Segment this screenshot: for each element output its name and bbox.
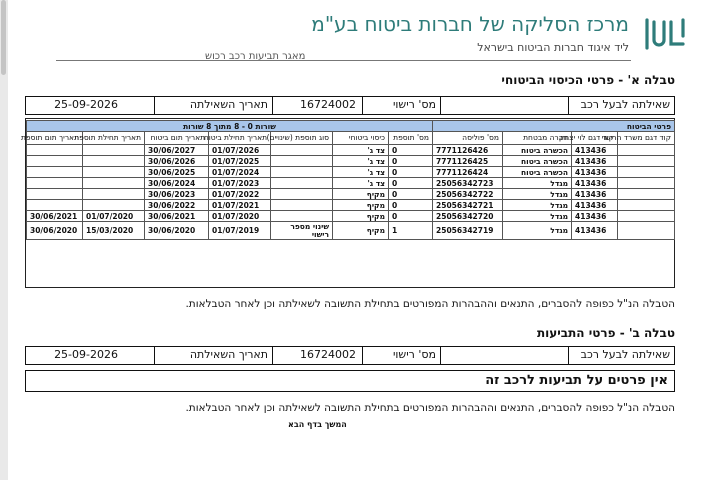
table-a-note: הטבלה הנ"ל כפופה להסברים, התנאים וההבהרות המפורטים בתחילת התשובה לשאילתה וכן לאחר הטבלאות. [185, 298, 675, 310]
cell-addendum-type [271, 156, 333, 167]
cell-addendum-type [271, 178, 333, 189]
cell-end: 30/06/2020 [145, 222, 209, 240]
cell-model-levi: 413436 [572, 200, 618, 211]
organization-subtitle: ליד איגוד חברות הביטוח בישראל [477, 41, 629, 54]
query-date-label: תאריך השאילתה [155, 97, 273, 114]
table-a-header-row [27, 132, 675, 145]
cell-start: 01/07/2020 [209, 211, 271, 222]
cell-addendum-type [271, 145, 333, 156]
cell-addendum: 0 [389, 178, 433, 189]
continued-next-page: המשך בדף הבא [288, 420, 347, 429]
cell-end: 30/06/2023 [145, 189, 209, 200]
cell-add-end [27, 178, 83, 189]
license-label: מס' רישוי [363, 97, 441, 114]
cell-addendum-type: שינוי מספר רישוי [271, 222, 333, 240]
cell-policy: 7771126425 [433, 156, 503, 167]
cell-add-start [83, 156, 145, 167]
cell-model-ministry [618, 189, 675, 200]
cell-start: 01/07/2021 [209, 200, 271, 211]
cell-model-levi: 413436 [572, 211, 618, 222]
cell-add-end [27, 200, 83, 211]
query-date-label: תאריך השאילתה [155, 347, 273, 364]
cell-start: 01/07/2026 [209, 145, 271, 156]
cell-model-ministry [618, 222, 675, 240]
cell-model-levi: 413436 [572, 178, 618, 189]
cell-model-ministry [618, 156, 675, 167]
cell-addendum-type [271, 211, 333, 222]
cell-end: 30/06/2026 [145, 156, 209, 167]
row-count-label: שורות 0 - 8 מתוך 8 שורות [27, 121, 433, 132]
column-header: כיסוי ביטוחי [333, 132, 389, 145]
cell-insurer: הכשרה ביטוח [503, 156, 572, 167]
organization-name: מרכז הסליקה של חברות ביטוח בע"מ [311, 12, 629, 36]
cell-model-ministry [618, 145, 675, 156]
column-header: תאריך תחילת תוספת [83, 132, 145, 145]
column-header: מס' תוספת [389, 132, 433, 145]
cell-model-levi: 413436 [572, 145, 618, 156]
cell-policy: 7771126424 [433, 167, 503, 178]
scrollbar[interactable] [0, 0, 8, 480]
column-header: קוד דגם לוי יצחק [572, 132, 618, 145]
cell-insurer: מגדל [503, 200, 572, 211]
cell-add-start [83, 145, 145, 156]
cell-add-end: 30/06/2020 [27, 222, 83, 240]
license-value: 16724002 [273, 97, 363, 114]
cell-model-ministry [618, 200, 675, 211]
cell-addendum: 0 [389, 167, 433, 178]
cell-end: 30/06/2021 [145, 211, 209, 222]
table-row [27, 222, 675, 240]
scrollbar-thumb[interactable] [1, 0, 6, 75]
cell-addendum: 0 [389, 156, 433, 167]
column-header: קוד דגם משרד הרישוי [618, 132, 675, 145]
query-date-value: 25-09-2026 [26, 97, 155, 114]
license-value: 16724002 [273, 347, 363, 364]
cell-model-ministry [618, 211, 675, 222]
cell-insurer: הכשרה ביטוח [503, 167, 572, 178]
cell-model-ministry [618, 167, 675, 178]
cell-add-end [27, 156, 83, 167]
cell-add-end [27, 167, 83, 178]
cell-coverage: מקיף [333, 189, 389, 200]
cell-add-start: 01/07/2020 [83, 211, 145, 222]
cell-add-start [83, 167, 145, 178]
cell-model-levi: 413436 [572, 222, 618, 240]
column-header: חברה מבטחת [503, 132, 572, 145]
table-a-body [27, 145, 675, 240]
table-a-title: טבלה א' - פרטי הכיסוי הביטוחי [501, 73, 675, 87]
cell-policy: 25056342719 [433, 222, 503, 240]
cell-addendum: 0 [389, 211, 433, 222]
query-date-value: 25-09-2026 [26, 347, 155, 364]
cell-addendum: 0 [389, 145, 433, 156]
query-info-row [25, 96, 675, 115]
table-row [27, 200, 675, 211]
cell-coverage: צד ג' [333, 178, 389, 189]
cell-addendum: 0 [389, 200, 433, 211]
org-logo-icon [641, 14, 689, 54]
cell-model-levi: 413436 [572, 156, 618, 167]
cell-insurer: מגדל [503, 222, 572, 240]
column-header: תאריך תום תוספת [27, 132, 83, 145]
table-b-title: טבלה ב' - פרטי התביעות [536, 326, 675, 340]
cell-coverage: מקיף [333, 222, 389, 240]
table-row [27, 211, 675, 222]
insurance-details-label: פרטי הביטוח [433, 121, 675, 132]
cell-add-start: 15/03/2020 [83, 222, 145, 240]
column-header: תאריך תום ביטוח [145, 132, 209, 145]
column-header: מס' פוליסה [433, 132, 503, 145]
cell-policy: 7771126426 [433, 145, 503, 156]
cell-policy: 25056342723 [433, 178, 503, 189]
cell-start: 01/07/2022 [209, 189, 271, 200]
cell-start: 01/07/2025 [209, 156, 271, 167]
cell-coverage: צד ג' [333, 156, 389, 167]
cell-policy: 25056342721 [433, 200, 503, 211]
cell-insurer: מגדל [503, 189, 572, 200]
cell-insurer: מגדל [503, 178, 572, 189]
cell-policy: 25056342720 [433, 211, 503, 222]
cell-policy: 25056342722 [433, 189, 503, 200]
cell-add-end [27, 189, 83, 200]
cell-end: 30/06/2022 [145, 200, 209, 211]
cell-coverage: מקיף [333, 200, 389, 211]
cell-coverage: צד ג' [333, 145, 389, 156]
table-row [27, 156, 675, 167]
cell-coverage: מקיף [333, 211, 389, 222]
cell-model-ministry [618, 178, 675, 189]
cell-insurer: הכשרה ביטוח [503, 145, 572, 156]
cell-add-end: 30/06/2021 [27, 211, 83, 222]
cell-insurer: מגדל [503, 211, 572, 222]
license-label: מס' רישוי [363, 347, 441, 364]
cell-addendum: 0 [389, 189, 433, 200]
header-divider [56, 60, 631, 61]
column-header: תאריך תחילת ביטוח [209, 132, 271, 145]
cell-add-start [83, 200, 145, 211]
table-a-insurance-coverage [20, 120, 675, 240]
column-header: סוג תוספת (שינויים) [271, 132, 333, 145]
cell-coverage: צד ג' [333, 167, 389, 178]
table-b-note: הטבלה הנ"ל כפופה להסברים, התנאים וההבהרות המפורטים בתחילת התשובה לשאילתה וכן לאחר הטבלאות. [185, 402, 675, 414]
cell-model-levi: 413436 [572, 167, 618, 178]
cell-start: 01/07/2024 [209, 167, 271, 178]
claims-query-info-row [25, 346, 675, 365]
cell-addendum-type [271, 189, 333, 200]
database-name: מאגר תביעות רכב רכוש [205, 51, 306, 62]
table-row [27, 178, 675, 189]
table-row [27, 145, 675, 156]
cell-addendum: 1 [389, 222, 433, 240]
requester-label: שאילתה לבעל רכב [580, 98, 670, 111]
cell-addendum-type [271, 200, 333, 211]
no-claims-message: אין פרטים על תביעות לרכב זה [25, 370, 675, 392]
cell-add-start [83, 189, 145, 200]
requester-label: שאילתה לבעל רכב [580, 348, 670, 361]
cell-add-end [27, 145, 83, 156]
cell-end: 30/06/2027 [145, 145, 209, 156]
cell-start: 01/07/2023 [209, 178, 271, 189]
table-row [27, 167, 675, 178]
table-a-band [27, 121, 675, 132]
cell-addendum-type [271, 167, 333, 178]
cell-end: 30/06/2025 [145, 167, 209, 178]
table-row [27, 189, 675, 200]
cell-model-levi: 413436 [572, 189, 618, 200]
cell-end: 30/06/2024 [145, 178, 209, 189]
cell-add-start [83, 178, 145, 189]
cell-start: 01/07/2019 [209, 222, 271, 240]
